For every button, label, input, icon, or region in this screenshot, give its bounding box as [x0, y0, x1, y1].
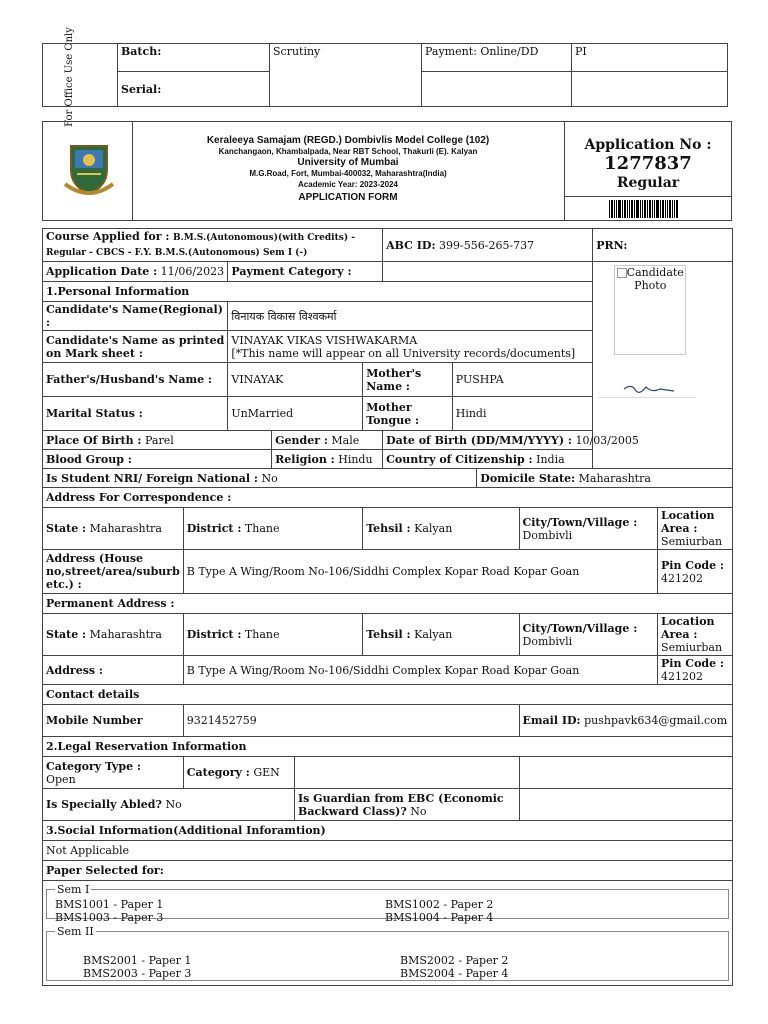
father-name-value: VINAYAK: [228, 363, 363, 397]
office-use-block: [42, 27, 728, 127]
mobile-label: Mobile Number: [46, 714, 143, 727]
corr-tehsil-cell: Tehsil : Kalyan: [363, 508, 519, 550]
form-title: APPLICATION FORM: [298, 192, 398, 203]
personal-info-heading: 1.Personal Information: [43, 282, 593, 302]
college-address: Kanchangaon, Khambalpada, Near RBT School, Thakurli (E). Kalyan: [218, 147, 478, 156]
broken-image-icon: [617, 268, 627, 278]
ebc-cell: Is Guardian from EBC (Economic Backward Class)? No: [295, 789, 519, 821]
corr-city-cell: City/Town/Village : Dombivli: [519, 508, 658, 550]
paper-item: BMS1003 - Paper 3: [55, 911, 164, 924]
social-heading: 3.Social Information(Additional Inforamtion): [43, 821, 733, 841]
specially-abled-cell: Is Specially Abled? No: [43, 789, 295, 821]
sem1-legend: Sem I: [57, 883, 90, 896]
dob-cell: Date of Birth (DD/MM/YYYY) : 10/03/2005: [383, 431, 733, 450]
pi-label: PI: [572, 44, 728, 72]
perm-location-cell: Location Area : Semiurban: [658, 614, 733, 656]
email-cell: Email ID: pushpavk634@gmail.com: [519, 705, 733, 737]
paper-item: BMS1001 - Paper 1: [55, 898, 164, 911]
category-type-cell: Category Type : Open: [43, 757, 184, 789]
sem1-fieldset: [46, 883, 729, 924]
paper-item: BMS2004 - Paper 4: [400, 967, 509, 980]
serial-label: Serial:: [121, 82, 162, 96]
name-regional-label: Candidate's Name(Regional) :: [46, 303, 223, 329]
name-printed-label: Candidate's Name as printed on Mark sheet :: [46, 333, 225, 360]
corr-address-label: Address (House no,street/area/suburb etc.) :: [46, 552, 180, 591]
prn-cell: PRN:: [593, 229, 733, 262]
office-use-vertical-label: For Office Use Only: [64, 27, 75, 127]
mother-tongue-label: Mother Tongue :: [366, 400, 420, 427]
mother-tongue-value: Hindi: [452, 397, 593, 431]
perm-state-cell: State : Maharashtra: [43, 614, 184, 656]
religion-cell: Religion : Hindu: [272, 450, 383, 469]
corr-district-cell: District : Thane: [183, 508, 362, 550]
payment-label: Payment: Online/DD: [422, 44, 572, 72]
papers-cell: [43, 881, 733, 986]
university-logo: [61, 140, 117, 200]
application-date-value: 11/06/2023: [160, 265, 225, 278]
form-header: [42, 121, 732, 221]
university-name: University of Mumbai: [297, 157, 399, 168]
paper-item: BMS2003 - Paper 3: [83, 967, 192, 980]
name-printed-note: [*This name will appear on all University records/documents]: [231, 346, 576, 360]
perm-city-cell: City/Town/Village : Dombivli: [519, 614, 658, 656]
application-type: Regular: [616, 175, 680, 191]
university-address: M.G.Road, Fort, Mumbai-400032, Maharashtra(India): [249, 169, 447, 178]
citizenship-cell: Country of Citizenship : India: [383, 450, 733, 469]
father-name-label: Father's/Husband's Name :: [46, 373, 212, 386]
application-no-label: Application No :: [584, 137, 712, 153]
perm-address-label: Address :: [46, 663, 103, 677]
paper-item: BMS1004 - Paper 4: [385, 911, 494, 924]
application-date-cell: Application Date : 11/06/2023: [43, 262, 228, 282]
sem2-legend: Sem II: [57, 925, 94, 938]
nri-cell: Is Student NRI/ Foreign National : No: [43, 469, 477, 488]
permanent-address-heading: Permanent Address :: [43, 594, 733, 614]
office-use-table: [42, 43, 728, 107]
batch-label: Batch:: [121, 45, 162, 58]
application-form-table: [42, 228, 733, 986]
blood-group-cell: Blood Group :: [43, 450, 272, 469]
gender-cell: Gender : Male: [272, 431, 383, 450]
candidate-signature: [598, 379, 696, 398]
paper-item: BMS2002 - Paper 2: [400, 954, 509, 967]
category-cell: Category : GEN: [183, 757, 294, 789]
paper-item: BMS1002 - Paper 2: [385, 898, 494, 911]
paper-item: BMS2001 - Paper 1: [83, 954, 192, 967]
mobile-value: 9321452759: [183, 705, 519, 737]
scrutiny-label: Scrutiny: [270, 44, 422, 107]
payment-category-cell: Payment Category :: [228, 262, 383, 282]
perm-tehsil-cell: Tehsil : Kalyan: [363, 614, 519, 656]
name-printed-value: VINAYAK VIKAS VISHWAKARMA: [231, 333, 418, 347]
social-value: Not Applicable: [43, 841, 733, 861]
perm-district-cell: District : Thane: [183, 614, 362, 656]
correspondence-heading: Address For Correspondence :: [43, 488, 733, 508]
sem2-fieldset: [46, 925, 729, 981]
college-name: Keraleeya Samajam (REGD.) Dombivlis Model College (102): [206, 135, 490, 146]
abc-id-cell: ABC ID: 399-556-265-737: [383, 229, 593, 262]
barcode: [609, 200, 679, 218]
perm-address-value: B Type A Wing/Room No-106/Siddhi Complex Kopar Road Kopar Goan: [183, 656, 657, 685]
domicile-cell: Domicile State: Maharashtra: [477, 469, 733, 488]
course-value: B.M.S.(Autonomous)(with Credits) - Regular - CBCS - F.Y. B.M.S.(Autonomous) Sem I (-): [46, 233, 355, 258]
name-regional-value: विनायक विकास विश्वकर्मा: [228, 302, 593, 331]
marital-status-value: UnMarried: [228, 397, 363, 431]
course-applied-row: Course Applied for : B.M.S.(Autonomous)(with Credits) - Regular - CBCS - F.Y. B.M.S.(Autonomous) Sem I (-): [43, 229, 383, 262]
abc-id-value: 399-556-265-737: [439, 238, 535, 252]
corr-pin-cell: Pin Code : 421202: [658, 550, 733, 594]
candidate-photo: Candidate Photo: [614, 265, 686, 355]
legal-heading: 2.Legal Reservation Information: [43, 737, 733, 757]
perm-pin-cell: Pin Code : 421202: [658, 656, 733, 685]
academic-year: Academic Year: 2023-2024: [298, 180, 398, 189]
contact-heading: Contact details: [43, 685, 733, 705]
corr-location-cell: Location Area : Semiurban: [658, 508, 733, 550]
corr-address-value: B Type A Wing/Room No-106/Siddhi Complex Kopar Road Kopar Goan: [183, 550, 657, 594]
mother-name-label: Mother's Name :: [366, 366, 422, 393]
corr-state-cell: State : Maharashtra: [43, 508, 184, 550]
paper-selected-heading: Paper Selected for:: [43, 861, 733, 881]
mother-name-value: PUSHPA: [452, 363, 593, 397]
place-of-birth-cell: Place Of Birth : Parel: [43, 431, 272, 450]
marital-status-label: Marital Status :: [46, 407, 143, 420]
application-no: 1277837: [604, 153, 692, 174]
